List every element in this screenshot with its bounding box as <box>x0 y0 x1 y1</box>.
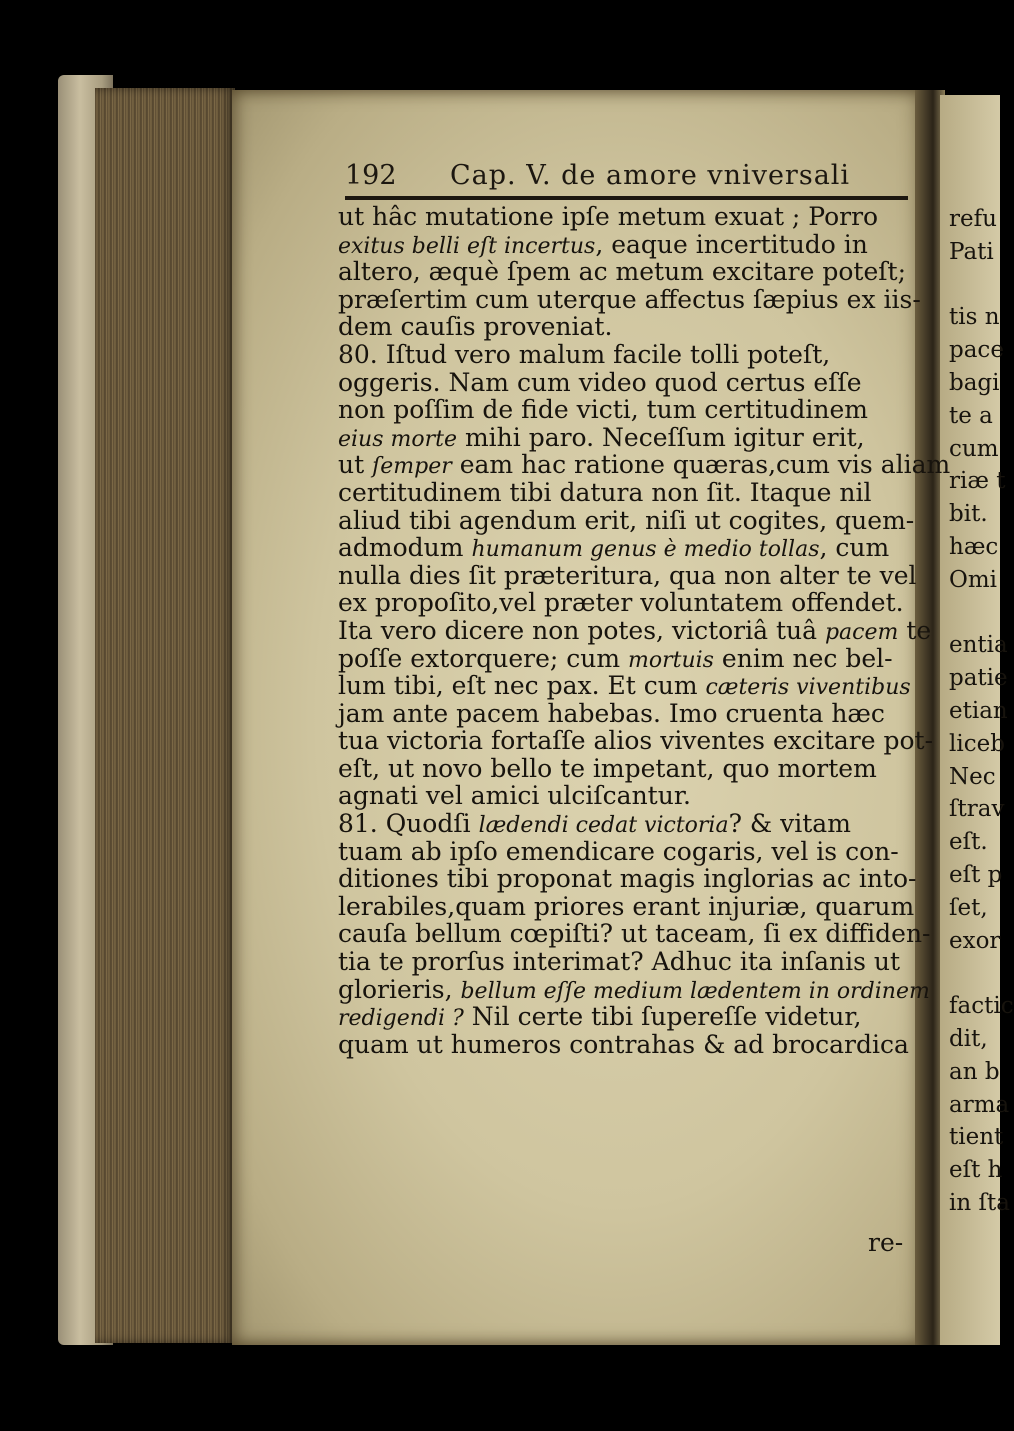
facing-page-line: tient <box>949 1124 1004 1151</box>
text-run: tia te prorſus interimat? Adhuc ita inſanis ut <box>338 947 901 977</box>
text-line <box>338 615 932 645</box>
facing-page-line: arma <box>949 1091 1010 1118</box>
facing-page-text <box>949 203 1014 1220</box>
text-line <box>338 726 934 756</box>
text-line <box>338 203 910 231</box>
italic-run: lædendi cedat victoria <box>478 813 729 839</box>
italic-run: bellum eſſe medium lædentem in ordinem <box>460 978 930 1004</box>
italic-run: ſemper <box>372 454 452 480</box>
facing-page-line <box>949 957 1000 990</box>
text-line <box>338 891 915 921</box>
text-line <box>338 396 910 424</box>
text-run: , cum <box>819 533 890 563</box>
text-run: ut hâc mutatione ipſe metum exuat ; Porro <box>338 202 879 231</box>
text-line <box>338 369 910 397</box>
text-run: nulla dies ſit præteritura, qua non alter te vel <box>338 560 917 590</box>
text-run: , eaque incertitudo in <box>595 229 868 259</box>
text-run: oggeris. Nam cum video quod certus eſſe <box>338 367 862 397</box>
facing-page-line: bit. <box>949 501 988 528</box>
italic-run: humanum genus è medio tollas <box>471 537 820 563</box>
facing-page-line: Pati <box>949 238 994 265</box>
text-run: tua victoria fortaſſe alios viventes excitare pot- <box>338 726 934 756</box>
italic-run: exitus belli eſt incertus <box>338 233 596 259</box>
facing-page-line: bagi <box>949 369 1000 396</box>
text-run: poſſe extorquere; cum <box>338 643 629 673</box>
text-run: jam ante pacem habebas. Imo cruenta hæc <box>338 698 885 728</box>
text-run: non poſſim de fide victi, tum certitudinem <box>338 395 868 425</box>
facing-page-line: patie <box>949 665 1008 692</box>
facing-page-line: refu <box>949 206 997 232</box>
italic-run: redigendi ? <box>338 1006 464 1032</box>
body-text <box>338 202 951 1059</box>
text-line <box>338 948 910 976</box>
page-block-edge <box>95 88 235 1343</box>
text-line <box>338 755 910 783</box>
text-line <box>338 424 910 452</box>
text-run: Nil certe tibi ſupereſſe videtur, <box>463 1002 862 1032</box>
text-run: præſertim cum uterque affectus ſæpius ex iis- <box>338 284 921 314</box>
facing-page-line: eſt h <box>949 1157 1003 1184</box>
running-title: Cap. V. de amore vniversali <box>450 160 851 191</box>
italic-run: eius morte <box>338 426 457 452</box>
facing-page-line: Nec <box>949 763 996 790</box>
facing-page-line: Omi <box>949 566 998 593</box>
text-run: ditiones tibi proponat magis inglorias ac into- <box>338 864 917 894</box>
running-header <box>345 160 905 196</box>
facing-page-line: an b <box>949 1058 1000 1085</box>
facing-page-line: exor <box>949 927 1001 954</box>
text-line <box>338 810 910 838</box>
facing-page-line: eſt p <box>949 861 1003 888</box>
text-run: cauſa bellum cœpiſti? ut taceam, ſi ex diffiden- <box>338 919 931 949</box>
text-line <box>338 672 910 700</box>
text-run: enim nec bel- <box>713 643 893 673</box>
text-line <box>338 645 910 673</box>
text-run: admodum <box>338 533 472 563</box>
text-run: certitudinem tibi datura non ſit. Itaque nil <box>338 477 872 507</box>
facing-page-line: ſtrav <box>949 796 1005 823</box>
facing-page-line: tis n <box>949 304 1000 331</box>
italic-run: pacem <box>824 619 899 645</box>
text-line <box>338 589 910 617</box>
facing-page-line: etian <box>949 697 1008 724</box>
text-line <box>338 864 917 894</box>
facing-page-line: in ſta <box>949 1189 1010 1216</box>
facing-page-line: cum <box>949 435 999 462</box>
italic-run: mortuis <box>628 647 714 673</box>
text-run: glorieris, <box>338 974 461 1004</box>
text-run: quam ut humeros contrahas & ad brocardica <box>338 1029 909 1059</box>
text-run: ? & vitam <box>728 809 851 839</box>
text-line <box>338 534 910 562</box>
header-rule <box>345 196 908 200</box>
facing-page-line: factic <box>949 993 1014 1020</box>
text-run: 81. Quodſi <box>338 809 479 839</box>
text-line <box>338 560 917 590</box>
text-run: eſt, ut novo bello te impetant, quo mortem <box>338 753 877 783</box>
catchword: re- <box>868 1228 904 1257</box>
text-line <box>338 479 910 507</box>
text-line <box>338 505 915 535</box>
text-line <box>338 700 910 728</box>
text-run: tuam ab ipſo emendicare cogaris, vel is con- <box>338 836 899 866</box>
text-line <box>338 231 910 259</box>
facing-page-line: hæc <box>949 533 999 560</box>
text-line <box>338 284 921 314</box>
facing-page-line: dit, <box>949 1025 988 1052</box>
facing-page-line: liceb <box>949 730 1005 757</box>
text-run: dem cauſis proveniat. <box>338 312 613 342</box>
facing-page-line: te a <box>949 402 993 429</box>
page-number: 192 <box>345 160 397 191</box>
text-line <box>338 838 910 866</box>
text-run: ex propoſito,vel præter voluntatem offendet. <box>338 588 904 618</box>
facing-page-line <box>949 597 1000 630</box>
text-run: agnati vel amici ulciſcantur. <box>338 781 691 811</box>
text-run: altero, æquè ſpem ac metum excitare poteſt; <box>338 257 906 287</box>
facing-page-line: entia <box>949 632 1008 659</box>
text-run: lerabiles,quam priores erant injuriæ, quarum <box>338 891 915 921</box>
text-line <box>338 341 910 369</box>
text-run: Ita vero dicere non potes, victoriâ tuâ <box>338 615 825 645</box>
text-run: ut <box>338 450 373 480</box>
facing-page-line: eſt. <box>949 829 988 856</box>
text-run: mihi paro. Neceſſum igitur erit, <box>457 422 865 452</box>
text-run: eam hac ratione quæras,cum vis aliam <box>451 450 951 480</box>
text-run: 80. Iſtud vero malum facile tolli poteſt, <box>338 339 831 369</box>
text-line <box>338 974 930 1004</box>
italic-run: cæteris viventibus <box>705 675 911 701</box>
text-line <box>338 1003 910 1031</box>
text-line <box>338 258 910 286</box>
text-line <box>338 919 931 949</box>
text-line <box>338 313 910 341</box>
text-line <box>338 450 951 480</box>
text-run: te <box>898 615 932 645</box>
text-run: aliud tibi agendum erit, niſi ut cogites, quem- <box>338 505 915 535</box>
facing-page-line <box>949 269 1000 302</box>
facing-page-line: riæ t <box>949 468 1006 495</box>
facing-page-line: pace <box>949 337 1004 364</box>
text-line <box>338 782 910 810</box>
text-line <box>338 1031 910 1059</box>
text-run: lum tibi, eſt nec pax. Et cum <box>338 671 706 701</box>
facing-page-line: ſet, <box>949 894 988 921</box>
